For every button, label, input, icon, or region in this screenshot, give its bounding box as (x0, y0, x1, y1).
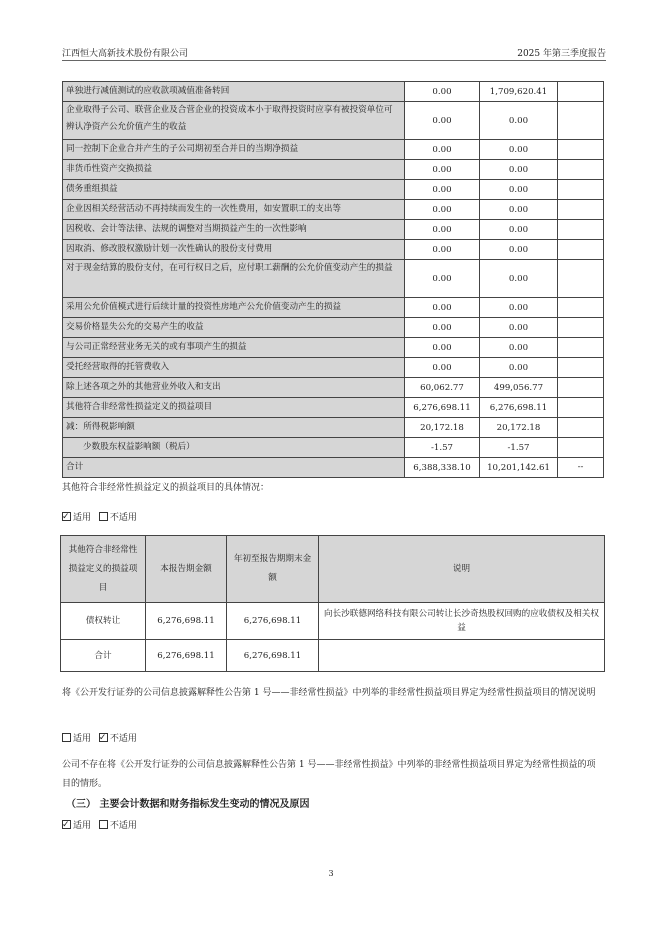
not-applicable-label: 不适用 (109, 821, 137, 831)
cell-ytd: 0.00 (480, 140, 558, 160)
cell-ytd: 0.00 (480, 298, 558, 318)
checked-box-icon (62, 820, 71, 829)
table-row (63, 260, 604, 298)
total-row (61, 640, 605, 672)
cell-ytd: 6,276,698.11 (227, 640, 319, 672)
cell-ytd: 0.00 (480, 338, 558, 358)
table-row (63, 240, 604, 260)
total-row (63, 458, 604, 478)
cell-ytd: 0.00 (480, 220, 558, 240)
cell-ytd: 0.00 (480, 318, 558, 338)
cell-note (558, 438, 604, 458)
cell-current: 0.00 (405, 318, 480, 338)
cell-label: 因取消、修改股权激励计划一次性确认的股份支付费用 (63, 240, 405, 260)
table-row (63, 220, 604, 240)
cell-note (558, 418, 604, 438)
cell-note (558, 260, 604, 298)
cell-current: 20,172.18 (405, 418, 480, 438)
cell-note (558, 220, 604, 240)
section-heading: （三） 主要会计数据和财务指标发生变动的情况及原因 (66, 799, 310, 810)
checked-box-icon (62, 512, 71, 521)
cell-ytd: 6,276,698.11 (480, 398, 558, 418)
cell-note (558, 398, 604, 418)
cell-label: 企业取得子公司、联营企业及合营企业的投资成本小于取得投资时应享有被投资单位可辨认净资产公允价值产生的收益 (63, 102, 405, 140)
cell-label: 其他符合非经常性损益定义的损益项目 (63, 398, 405, 418)
page-header (62, 46, 606, 61)
cell-label: 与公司正常经营业务无关的或有事项产生的损益 (63, 338, 405, 358)
cell-current: 6,276,698.11 (146, 603, 227, 640)
cell-note (558, 358, 604, 378)
cell-ytd: 20,172.18 (480, 418, 558, 438)
table-row (63, 438, 604, 458)
cell-label: 同一控制下企业合并产生的子公司期初至合并日的当期净损益 (63, 140, 405, 160)
cell-ytd: 0.00 (480, 180, 558, 200)
cell-ytd: 0.00 (480, 260, 558, 298)
cell-ytd: 10,201,142.61 (480, 458, 558, 478)
cell-note (558, 102, 604, 140)
company-name: 江西恒大高新技术股份有限公司 (62, 49, 189, 59)
cell-current: -1.57 (405, 438, 480, 458)
cell-ytd: 0.00 (480, 200, 558, 220)
cell-label: 因税收、会计等法律、法规的调整对当期损益产生的一次性影响 (63, 220, 405, 240)
cell-ytd: 0.00 (480, 240, 558, 260)
cell-current: 0.00 (405, 260, 480, 298)
cell-label: 采用公允价值模式进行后续计量的投资性房地产公允价值变动产生的损益 (63, 298, 405, 318)
cell-current: 0.00 (405, 82, 480, 102)
cell-current: 0.00 (405, 240, 480, 260)
other-items-detail-table (60, 535, 605, 672)
applicability-checkbox-2 (62, 730, 137, 749)
not-applicable-label: 不适用 (109, 734, 137, 744)
cell-note (558, 140, 604, 160)
cell-label: 债务重组损益 (63, 180, 405, 200)
cell-note: -- (558, 458, 604, 478)
cell-ytd: 0.00 (480, 160, 558, 180)
table-row (63, 82, 604, 102)
applicability-checkbox-3 (62, 817, 137, 836)
table-row (63, 318, 604, 338)
table-row (63, 378, 604, 398)
table-row (63, 298, 604, 318)
page-number: 3 (328, 869, 334, 878)
header-item: 其他符合非经常性损益定义的损益项目 (61, 536, 146, 603)
cell-label: 交易价格显失公允的交易产生的收益 (63, 318, 405, 338)
cell-label: 对于现金结算的股份支付，在可行权日之后，应付职工薪酬的公允价值变动产生的损益 (63, 260, 405, 298)
cell-label: 合计 (63, 458, 405, 478)
applicable-label: 适用 (73, 734, 92, 744)
table-row (63, 200, 604, 220)
applicability-checkbox-1 (62, 509, 137, 528)
cell-current: 0.00 (405, 358, 480, 378)
cell-current: 60,062.77 (405, 378, 480, 398)
cell-note (558, 318, 604, 338)
table-row (63, 398, 604, 418)
table-row (63, 338, 604, 358)
cell-current: 0.00 (405, 298, 480, 318)
cell-ytd: 499,056.77 (480, 378, 558, 398)
no-reclassification-statement: 公司不存在将《公开发行证券的公司信息披露解释性公告第 1 号——非经常性损益》中列举的非经常性损益项目界定为经常性损益的项目的情形。 (62, 760, 596, 789)
table-row (63, 140, 604, 160)
unchecked-box-icon (99, 820, 108, 829)
cell-label: 受托经营取得的托管费收入 (63, 358, 405, 378)
checked-box-icon (99, 733, 108, 742)
cell-label: 企业因相关经营活动不再持续而发生的一次性费用，如安置职工的支出等 (63, 200, 405, 220)
applicable-label: 适用 (73, 513, 92, 523)
table-row (63, 160, 604, 180)
other-items-intro: 其他符合非经常性损益定义的损益项目的具体情况： (62, 483, 270, 493)
header-current: 本报告期金额 (146, 536, 227, 603)
cell-note (558, 240, 604, 260)
table-row (63, 418, 604, 438)
cell-ytd: 0.00 (480, 358, 558, 378)
cell-ytd: 1,709,620.41 (480, 82, 558, 102)
cell-current: 6,388,338.10 (405, 458, 480, 478)
cell-current: 0.00 (405, 180, 480, 200)
header-desc: 说明 (319, 536, 605, 603)
cell-ytd: -1.57 (480, 438, 558, 458)
table-row (63, 102, 604, 140)
cell-note (558, 180, 604, 200)
cell-note (558, 378, 604, 398)
cell-desc: 向长沙联德网络科技有限公司转让长沙奇热股权回购的应收债权及相关权益 (319, 603, 605, 640)
cell-label: 除上述各项之外的其他营业外收入和支出 (63, 378, 405, 398)
cell-label: 少数股东权益影响额（税后） (63, 438, 405, 458)
table-row (63, 180, 604, 200)
cell-current: 0.00 (405, 200, 480, 220)
cell-current: 0.00 (405, 338, 480, 358)
cell-note (558, 200, 604, 220)
cell-current: 0.00 (405, 160, 480, 180)
header-ytd: 年初至报告期期末金额 (227, 536, 319, 603)
cell-label: 单独进行减值测试的应收款项减值准备转回 (63, 82, 405, 102)
cell-label: 非货币性资产交换损益 (63, 160, 405, 180)
non-recurring-items-table (62, 81, 604, 478)
reclassification-note: 将《公开发行证券的公司信息披露解释性公告第 1 号——非经常性损益》中列举的非经常性损益项目界定为经常性损益项目的情况说明 (62, 688, 596, 698)
cell-note (558, 160, 604, 180)
cell-item: 合计 (61, 640, 146, 672)
cell-current: 0.00 (405, 140, 480, 160)
cell-current: 0.00 (405, 220, 480, 240)
cell-current: 6,276,698.11 (146, 640, 227, 672)
cell-note (558, 338, 604, 358)
cell-desc (319, 640, 605, 672)
cell-label: 减：所得税影响额 (63, 418, 405, 438)
report-title: 2025 年第三季度报告 (517, 49, 606, 59)
applicable-label: 适用 (73, 821, 92, 831)
unchecked-box-icon (62, 733, 71, 742)
not-applicable-label: 不适用 (109, 513, 137, 523)
table-row (63, 358, 604, 378)
unchecked-box-icon (99, 512, 108, 521)
cell-current: 6,276,698.11 (405, 398, 480, 418)
cell-current: 0.00 (405, 102, 480, 140)
cell-ytd: 0.00 (480, 102, 558, 140)
cell-item: 债权转让 (61, 603, 146, 640)
table-row (61, 603, 605, 640)
cell-ytd: 6,276,698.11 (227, 603, 319, 640)
cell-note (558, 82, 604, 102)
cell-note (558, 298, 604, 318)
